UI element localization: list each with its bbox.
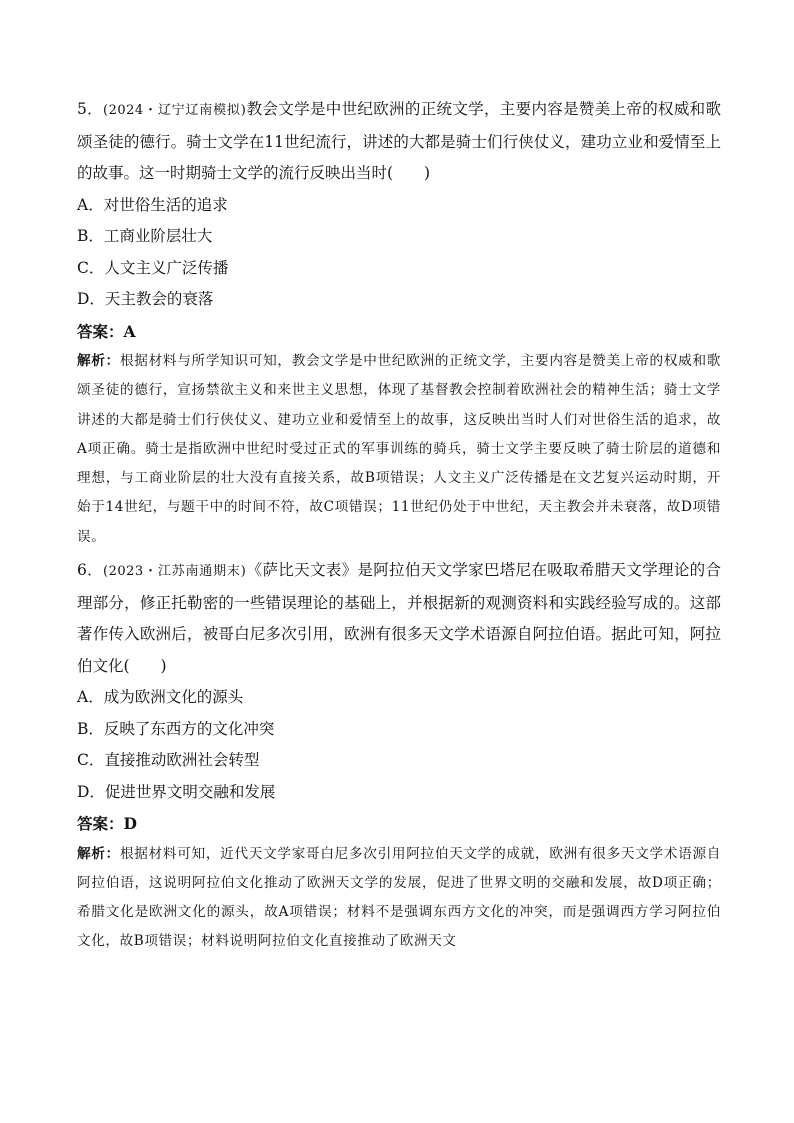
option-b: B．反映了东西方的文化冲突: [77, 719, 275, 738]
analysis: [77, 840, 721, 957]
question-number: 6．: [77, 561, 104, 580]
option-a: A．成为欧洲文化的源头: [77, 688, 244, 707]
question-stem: [77, 94, 721, 190]
question-source: (2023・江苏南通期末): [103, 564, 247, 580]
answer: 答案：A: [77, 321, 136, 341]
analysis-text: 根据材料与所学知识可知，教会文学是中世纪欧洲的正统文学，主要内容是赞美上帝的权威和歌颂圣徒的德行，宣扬禁欲主义和来世主义思想，体现了基督教会控制着欧洲社会的精神生活；骑士文学讲述的大都是骑士们行侠仗义、建功立业和爱情至上的故事，这反映出当时人们对世俗生活的追求，故A项正确。骑士是指欧洲中世纪时受过正式的军事训练的骑兵，骑士文学主要反映了骑士阶层的道德和理想，与工商业阶层的壮大没有直接关系，故B项错误；人文主义广泛传播是在文艺复兴运动时期，开始于14世纪，与题干中的时间不符，故C项错误；11世纪仍处于中世纪，天主教会并未衰落，故D项错误。: [77, 353, 721, 545]
analysis-label: 解析：: [77, 353, 120, 369]
analysis: [77, 347, 721, 552]
question-text: 《萨比天文表》是阿拉伯天文学家巴塔尼在吸取希腊天文学理论的合理部分，修正托勒密的一些错误理论的基础上，并根据新的观测资料和实践经验写成的。这部著作传入欧洲后，被哥白尼多次引用，欧洲有很多天文学术语源自阿拉伯语。据此可知，阿拉伯文化( ): [77, 561, 721, 675]
option-d: D．天主教会的衰落: [77, 290, 214, 308]
option-d: D．促进世界文明交融和发展: [77, 782, 276, 801]
question-source: (2024・辽宁辽南模拟): [103, 103, 247, 118]
analysis-text: 根据材料可知，近代天文学家哥白尼多次引用阿拉伯天文学的成就，欧洲有很多天文学术语源自阿拉伯语，这说明阿拉伯文化推动了欧洲天文学的发展，促进了世界文明的交融和发展，故D项正确；希腊文化是欧洲文化的源头，故A项错误；材料不是强调东西方文化的冲突，而是强调西方学习阿拉伯文化，故B项错误；材料说明阿拉伯文化直接推动了欧洲天文: [77, 845, 721, 950]
option-c: C．直接推动欧洲社会转型: [77, 751, 260, 770]
question-5: [77, 94, 721, 552]
question-stem: [77, 555, 721, 682]
option-a: A．对世俗生活的追求: [77, 195, 228, 214]
document-page: [77, 94, 721, 957]
answer: 答案：D: [77, 814, 137, 834]
option-b: B．工商业阶层壮大: [77, 227, 213, 245]
option-c: C．人文主义广泛传播: [77, 258, 229, 277]
question-text: 教会文学是中世纪欧洲的正统文学，主要内容是赞美上帝的权威和歌颂圣徒的德行。骑士文学在11世纪流行，讲述的大都是骑士们行侠仗义，建功立业和爱情至上的故事。这一时期骑士文学的流行反映出当时( ): [77, 100, 721, 182]
question-6: [77, 555, 721, 957]
analysis-label: 解析：: [77, 845, 120, 862]
question-number: 5．: [77, 100, 104, 118]
